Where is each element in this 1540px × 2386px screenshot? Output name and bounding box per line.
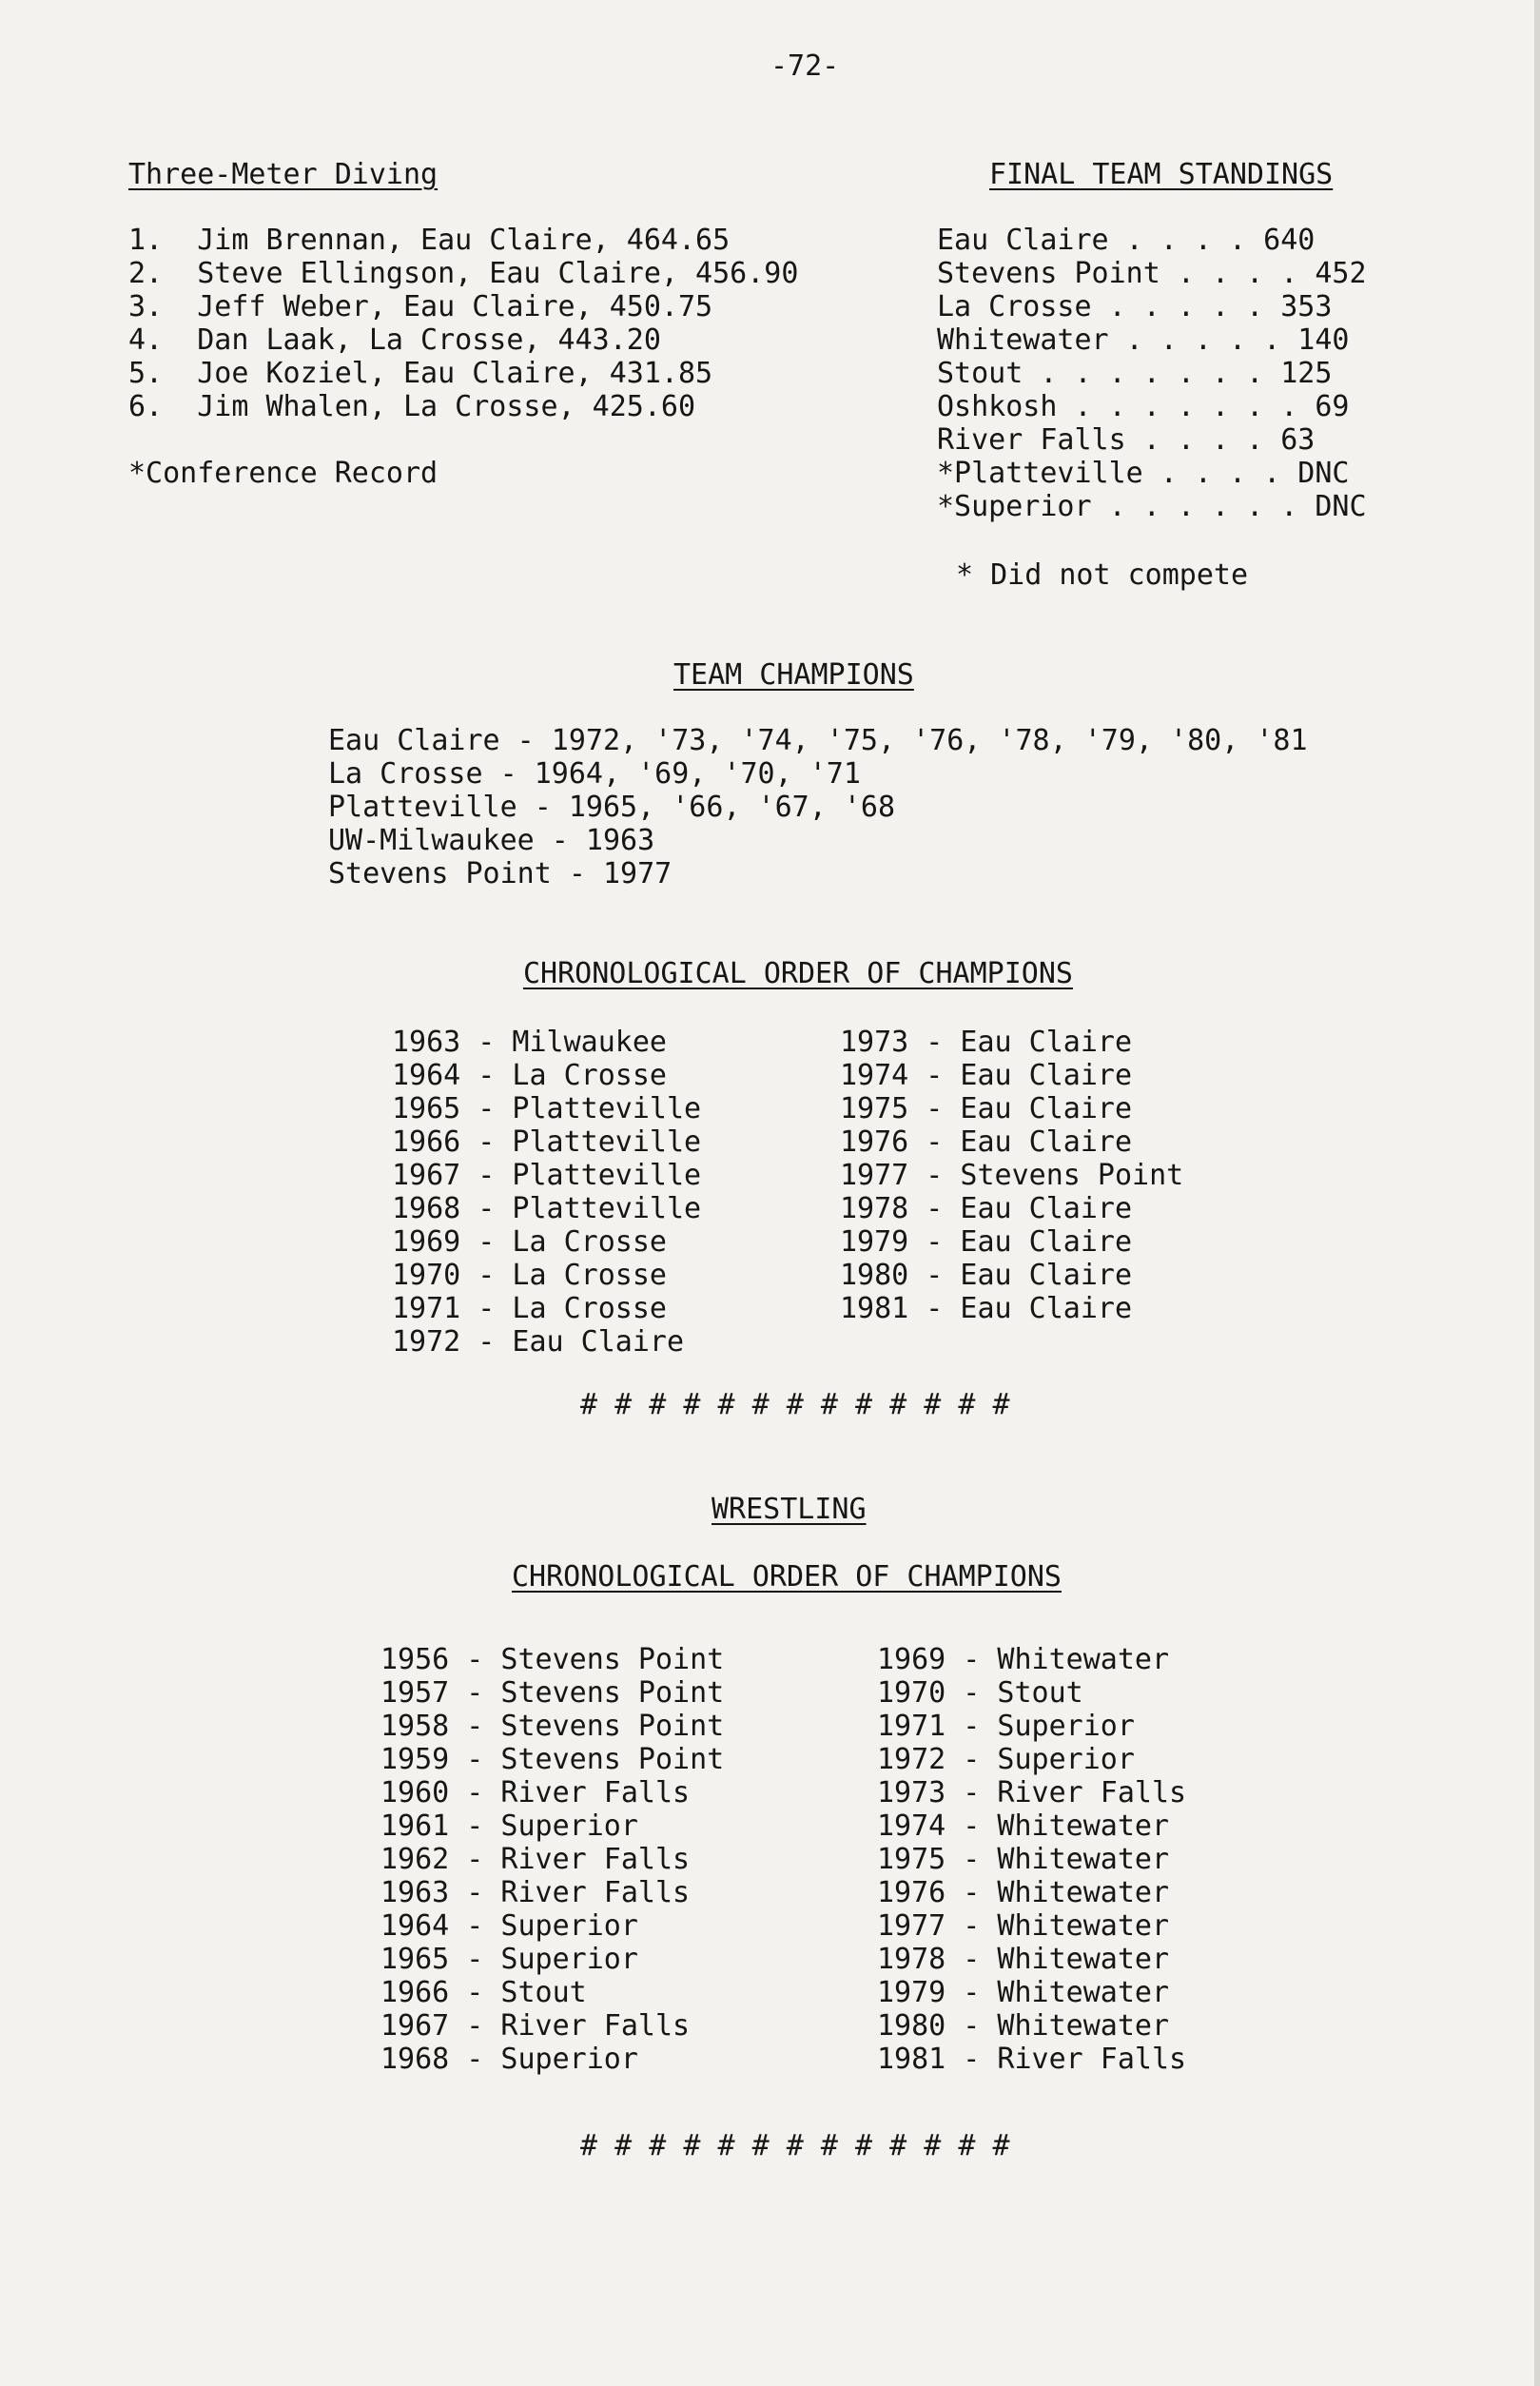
list-item: 1967 - River Falls	[380, 2009, 691, 2043]
list-item: 1963 - Milwaukee	[392, 1026, 667, 1059]
page-number: -72-	[770, 49, 840, 83]
list-item: 1968 - Superior	[380, 2043, 638, 2076]
wrestling-title: WRESTLING	[712, 1493, 867, 1526]
list-item: Whitewater . . . . . 140	[937, 323, 1350, 357]
list-item: Eau Claire - 1972, '73, '74, '75, '76, '78, '79, '80, '81	[328, 724, 1308, 757]
list-item: 1978 - Eau Claire	[840, 1192, 1133, 1225]
list-item: 1965 - Superior	[380, 1943, 638, 1976]
list-item: 4. Dan Laak, La Crosse, 443.20	[128, 323, 661, 357]
list-item: 1959 - Stevens Point	[380, 1743, 725, 1776]
list-item: 1971 - La Crosse	[392, 1292, 667, 1325]
list-item: UW-Milwaukee - 1963	[328, 824, 655, 857]
list-item: Stout . . . . . . . 125	[937, 357, 1333, 390]
list-item: 1972 - Eau Claire	[392, 1325, 685, 1359]
list-item: 1970 - La Crosse	[392, 1259, 667, 1292]
diving-title: Three-Meter Diving	[128, 158, 439, 191]
list-item: 1976 - Eau Claire	[840, 1125, 1133, 1159]
list-item: 1972 - Superior	[877, 1743, 1135, 1776]
list-item: 1961 - Superior	[380, 1809, 638, 1843]
list-item: 1974 - Whitewater	[877, 1809, 1170, 1843]
wrestling-subtitle: CHRONOLOGICAL ORDER OF CHAMPIONS	[512, 1560, 1062, 1594]
list-item: 1962 - River Falls	[380, 1843, 691, 1876]
list-item: 1963 - River Falls	[380, 1876, 691, 1909]
page-edge-shadow	[1534, 0, 1540, 2386]
list-item: Stevens Point - 1977	[328, 857, 673, 890]
list-item: 1977 - Whitewater	[877, 1909, 1170, 1943]
standings-title: FINAL TEAM STANDINGS	[989, 158, 1334, 191]
list-item: 1968 - Platteville	[392, 1192, 702, 1225]
list-item: 1974 - Eau Claire	[840, 1059, 1133, 1092]
list-item: *Superior . . . . . . DNC	[937, 490, 1367, 523]
list-item: *Platteville . . . . DNC	[937, 457, 1350, 490]
list-item: 5. Joe Koziel, Eau Claire, 431.85	[128, 357, 713, 390]
list-item: 1979 - Whitewater	[877, 1976, 1170, 2009]
list-item: 1980 - Whitewater	[877, 2009, 1170, 2043]
list-item: 1975 - Eau Claire	[840, 1092, 1133, 1125]
list-item: 1965 - Platteville	[392, 1092, 702, 1125]
list-item: 1. Jim Brennan, Eau Claire, 464.65	[128, 224, 731, 257]
list-item: La Crosse - 1964, '69, '70, '71	[328, 757, 861, 791]
list-item: 1966 - Stout	[380, 1976, 587, 2009]
list-item: 1967 - Platteville	[392, 1159, 702, 1192]
list-item: Stevens Point . . . . 452	[937, 257, 1367, 290]
did-not-compete-note: * Did not compete	[956, 558, 1249, 592]
separator-bottom: # # # # # # # # # # # # #	[580, 2129, 1010, 2162]
list-item: 1964 - La Crosse	[392, 1059, 667, 1092]
list-item: 1973 - River Falls	[877, 1776, 1187, 1809]
list-item: Eau Claire . . . . 640	[937, 224, 1316, 257]
list-item: 1980 - Eau Claire	[840, 1259, 1133, 1292]
list-item: 1971 - Superior	[877, 1710, 1135, 1743]
list-item: 1981 - River Falls	[877, 2043, 1187, 2076]
list-item: Platteville - 1965, '66, '67, '68	[328, 791, 896, 824]
list-item: 1966 - Platteville	[392, 1125, 702, 1159]
list-item: 1969 - Whitewater	[877, 1643, 1170, 1676]
list-item: 1960 - River Falls	[380, 1776, 691, 1809]
list-item: 1976 - Whitewater	[877, 1876, 1170, 1909]
list-item: 1973 - Eau Claire	[840, 1026, 1133, 1059]
list-item: 1977 - Stevens Point	[840, 1159, 1184, 1192]
list-item: 1970 - Stout	[877, 1676, 1083, 1710]
list-item: 1978 - Whitewater	[877, 1943, 1170, 1976]
list-item: 6. Jim Whalen, La Crosse, 425.60	[128, 390, 696, 423]
list-item: 1975 - Whitewater	[877, 1843, 1170, 1876]
list-item: La Crosse . . . . . 353	[937, 290, 1333, 323]
list-item: 1969 - La Crosse	[392, 1225, 667, 1259]
list-item: 2. Steve Ellingson, Eau Claire, 456.90	[128, 257, 799, 290]
chrono-title: CHRONOLOGICAL ORDER OF CHAMPIONS	[523, 957, 1073, 990]
list-item: 1956 - Stevens Point	[380, 1643, 725, 1676]
list-item: 1981 - Eau Claire	[840, 1292, 1133, 1325]
list-item: 1964 - Superior	[380, 1909, 638, 1943]
list-item: 1958 - Stevens Point	[380, 1710, 725, 1743]
conference-record-note: *Conference Record	[128, 457, 439, 490]
separator: # # # # # # # # # # # # #	[580, 1388, 1010, 1421]
list-item: Oshkosh . . . . . . . 69	[937, 390, 1350, 423]
list-item: River Falls . . . . 63	[937, 423, 1316, 457]
list-item: 1979 - Eau Claire	[840, 1225, 1133, 1259]
list-item: 3. Jeff Weber, Eau Claire, 450.75	[128, 290, 713, 323]
team-champions-title: TEAM CHAMPIONS	[673, 658, 914, 692]
list-item: 1957 - Stevens Point	[380, 1676, 725, 1710]
